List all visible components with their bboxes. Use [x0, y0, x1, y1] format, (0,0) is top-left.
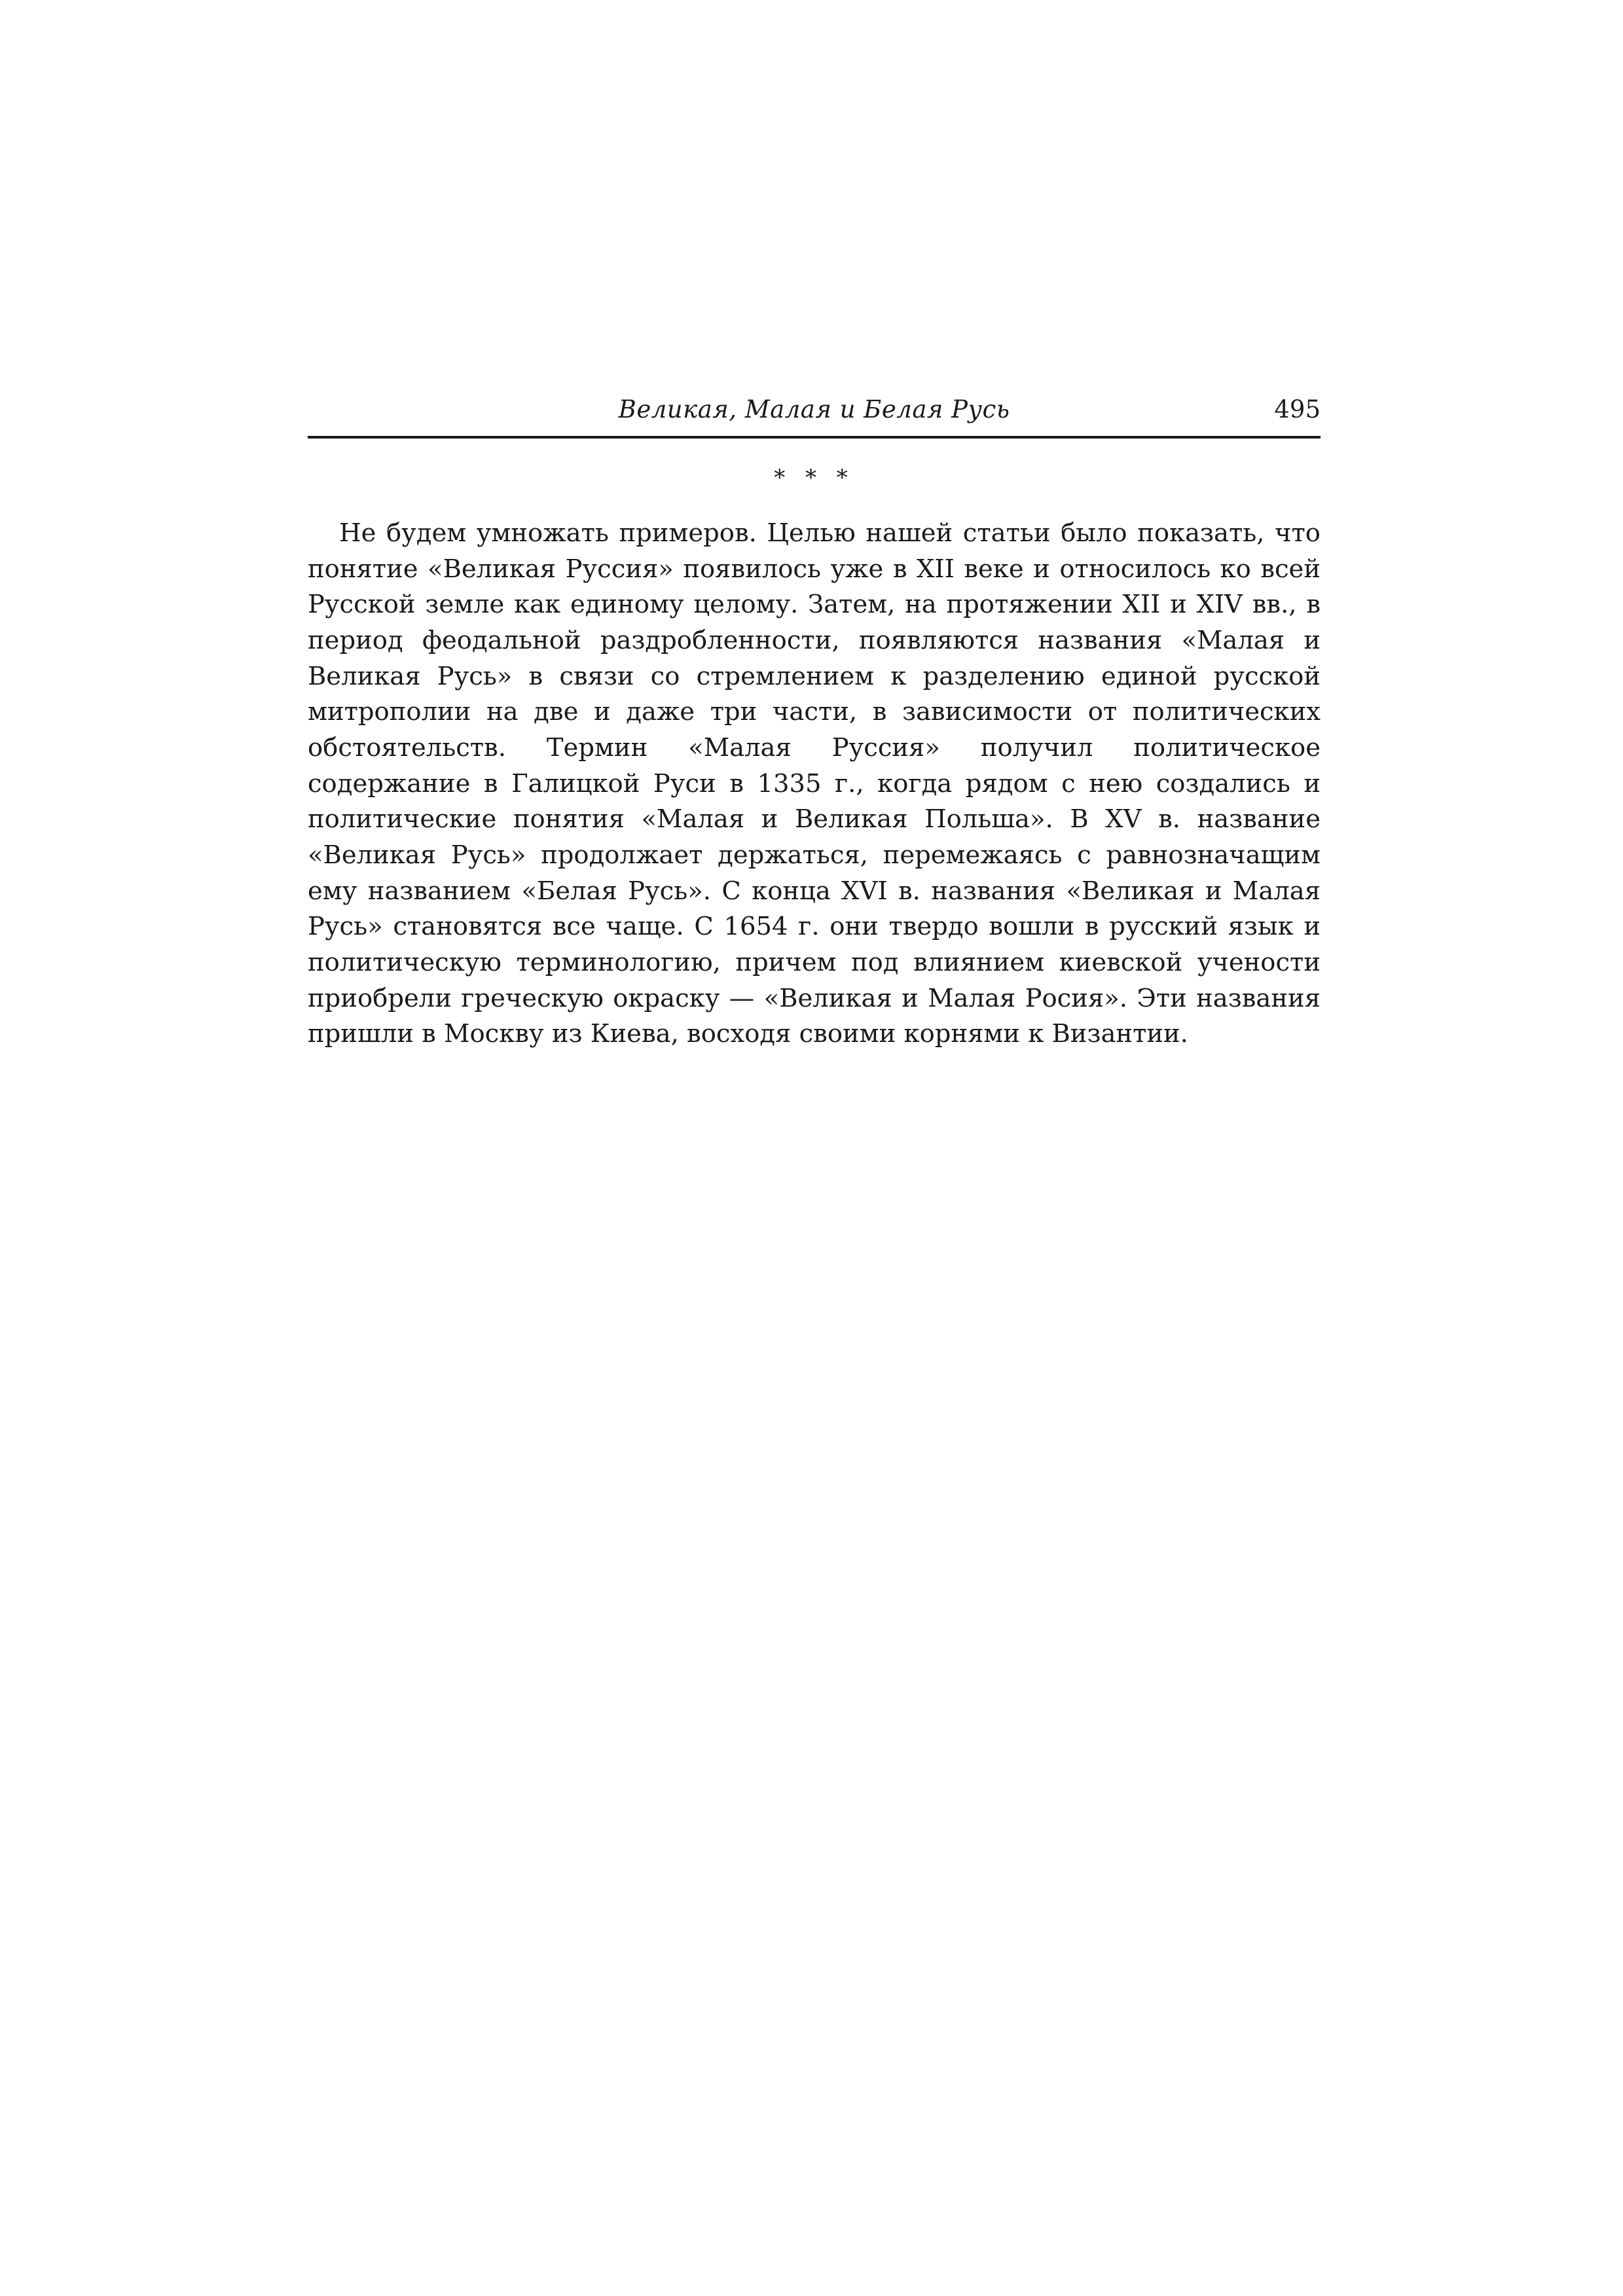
body-text: [308, 516, 1321, 1052]
running-title: Великая, Малая и Белая Русь: [618, 395, 1010, 423]
section-separator: * * *: [774, 465, 854, 491]
paragraph: Не будем умножать примеров. Целью нашей статьи было показать, что понятие «Великая Руссия» появилось уже в XII веке и относилось ко всей Русской земле как единому целому. Затем, на протяжении XII и XIV вв., в период феодальной раздробленности, появляются названия «Малая и Великая Русь» в связи со стремлением к разделению единой русской митрополии на две и даже три части, в зависимости от политических обстоятельств. Термин «Малая Руссия» получил политическое содержание в Галицкой Руси в 1335 г., когда рядом с нею создались и политические понятия «Малая и Великая Польша». В XV в. название «Великая Русь» продолжает держаться, перемежаясь с равнозначащим ему названием «Белая Русь». С конца XVI в. названия «Великая и Малая Русь» становятся все чаще. С 1654 г. они твердо вошли в русский язык и политическую терминологию, причем под влиянием киевской учености приобрели греческую окраску — «Великая и Малая Росия». Эти названия пришли в Москву из Киева, восходя своими корнями к Византии.: [308, 518, 1321, 1049]
page-number: 495: [1274, 395, 1321, 423]
running-header: [308, 390, 1321, 439]
